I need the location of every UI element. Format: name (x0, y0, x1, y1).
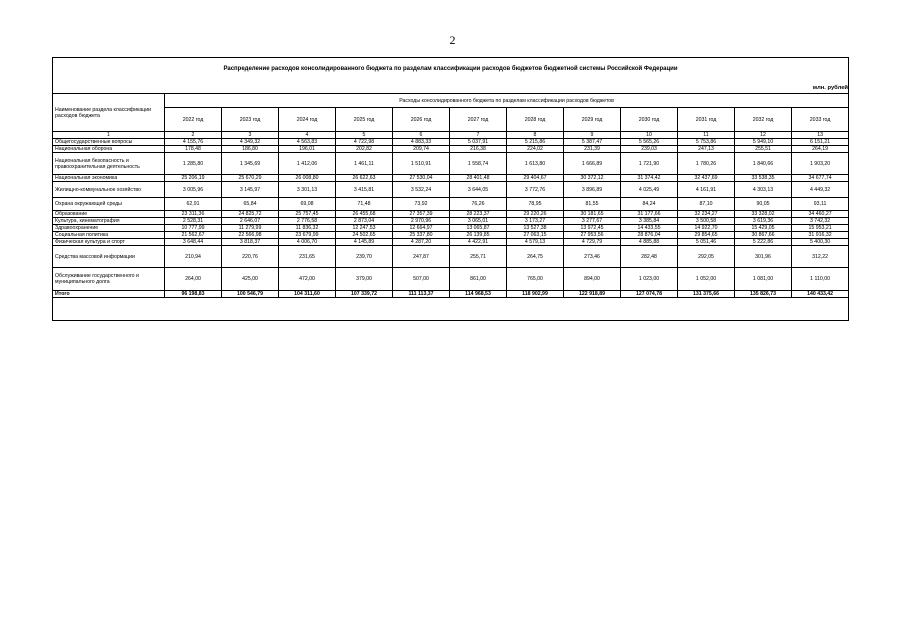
budget-table (52, 93, 849, 298)
cell-value: 27 063,15 (507, 232, 564, 239)
cell-value: 5 037,91 (450, 139, 507, 146)
cell-value: 15 953,21 (792, 225, 849, 232)
total-row (53, 291, 849, 298)
years-row (53, 108, 849, 132)
cell-value: 425,00 (222, 268, 279, 291)
cell-value: 3 818,37 (222, 239, 279, 246)
column-number: 4 (279, 132, 336, 139)
cell-value: 30 867,66 (735, 232, 792, 239)
cell-value: 1 666,89 (564, 153, 621, 175)
year-header: 2026 год (393, 108, 450, 132)
cell-value: 1 840,66 (735, 153, 792, 175)
cell-value: 247,13 (678, 146, 735, 153)
cell-value: 33 328,02 (735, 211, 792, 218)
column-number: 2 (165, 132, 222, 139)
cell-value: 114 968,53 (450, 291, 507, 298)
column-number: 13 (792, 132, 849, 139)
cell-value: 255,71 (450, 246, 507, 268)
cell-value: 10 777,99 (165, 225, 222, 232)
cell-value: 282,48 (621, 246, 678, 268)
cell-value: 292,05 (678, 246, 735, 268)
cell-value: 1 023,00 (621, 268, 678, 291)
cell-value: 196,01 (279, 146, 336, 153)
cell-value: 4 006,70 (279, 239, 336, 246)
cell-value: 69,08 (279, 198, 336, 211)
cell-value: 4 883,33 (393, 139, 450, 146)
cell-value: 3 619,36 (735, 218, 792, 225)
cell-value: 33 538,35 (735, 175, 792, 182)
cell-value: 1 721,90 (621, 153, 678, 175)
cell-value: 34 677,74 (792, 175, 849, 182)
cell-value: 264,75 (507, 246, 564, 268)
cell-value: 87,10 (678, 198, 735, 211)
cell-value: 231,65 (279, 246, 336, 268)
cell-value: 11 836,32 (279, 225, 336, 232)
column-number: 9 (564, 132, 621, 139)
cell-value: 28 401,48 (450, 175, 507, 182)
cell-value: 273,46 (564, 246, 621, 268)
cell-value: 13 527,38 (507, 225, 564, 232)
table-row (53, 175, 849, 182)
year-header: 2024 год (279, 108, 336, 132)
row-name: Средства массовой информации (53, 246, 165, 268)
cell-value: 13 972,45 (564, 225, 621, 232)
cell-value: 3 145,97 (222, 182, 279, 198)
cell-value: 24 825,72 (222, 211, 279, 218)
cell-value: 1 903,20 (792, 153, 849, 175)
cell-value: 3 500,58 (678, 218, 735, 225)
cell-value: 28 876,04 (621, 232, 678, 239)
column-number: 3 (222, 132, 279, 139)
cell-value: 62,91 (165, 198, 222, 211)
cell-value: 5 565,26 (621, 139, 678, 146)
cell-value: 25 206,19 (165, 175, 222, 182)
cell-value: 312,22 (792, 246, 849, 268)
cell-value: 135 826,73 (735, 291, 792, 298)
cell-value: 31 374,42 (621, 175, 678, 182)
cell-value: 4 155,76 (165, 139, 222, 146)
cell-value: 178,48 (165, 146, 222, 153)
cell-value: 5 051,46 (678, 239, 735, 246)
cell-value: 14 922,70 (678, 225, 735, 232)
cell-value: 15 429,05 (735, 225, 792, 232)
table-body (53, 139, 849, 298)
cell-value: 4 025,49 (621, 182, 678, 198)
column-number: 10 (621, 132, 678, 139)
cell-value: 765,00 (507, 268, 564, 291)
cell-value: 3 532,24 (393, 182, 450, 198)
cell-value: 4 161,91 (678, 182, 735, 198)
cell-value: 239,03 (621, 146, 678, 153)
cell-value: 216,38 (450, 146, 507, 153)
cell-value: 12 247,53 (336, 225, 393, 232)
cell-value: 2 873,04 (336, 218, 393, 225)
cell-value: 104 311,60 (279, 291, 336, 298)
cell-value: 247,87 (393, 246, 450, 268)
row-name: Здравоохранение (53, 225, 165, 232)
cell-value: 32 437,69 (678, 175, 735, 182)
column-number: 1 (53, 132, 165, 139)
cell-value: 27 357,39 (393, 211, 450, 218)
cell-value: 4 449,32 (792, 182, 849, 198)
cell-value: 1 461,11 (336, 153, 393, 175)
year-header: 2022 год (165, 108, 222, 132)
row-name: Национальная оборона (53, 146, 165, 153)
cell-value: 2 646,07 (222, 218, 279, 225)
cell-value: 5 753,86 (678, 139, 735, 146)
cell-value: 1 285,80 (165, 153, 222, 175)
table-row (53, 232, 849, 239)
cell-value: 26 139,85 (450, 232, 507, 239)
table-row (53, 246, 849, 268)
cell-value: 4 579,13 (507, 239, 564, 246)
cell-value: 118 902,99 (507, 291, 564, 298)
column-number: 6 (393, 132, 450, 139)
row-name: Национальная экономика (53, 175, 165, 182)
cell-value: 31 177,66 (621, 211, 678, 218)
cell-value: 24 502,65 (336, 232, 393, 239)
cell-value: 111 113,37 (393, 291, 450, 298)
cell-value: 27 953,56 (564, 232, 621, 239)
cell-value: 202,82 (336, 146, 393, 153)
row-name: Физическая культура и спорт (53, 239, 165, 246)
cell-value: 1 052,00 (678, 268, 735, 291)
year-header: 2028 год (507, 108, 564, 132)
cell-value: 301,96 (735, 246, 792, 268)
cell-value: 78,95 (507, 198, 564, 211)
cell-value: 100 546,79 (222, 291, 279, 298)
year-header: 2032 год (735, 108, 792, 132)
page-number: 2 (449, 33, 456, 47)
column-number: 8 (507, 132, 564, 139)
cell-value: 11 279,99 (222, 225, 279, 232)
cell-value: 894,00 (564, 268, 621, 291)
cell-value: 30 181,65 (564, 211, 621, 218)
cell-value: 3 415,81 (336, 182, 393, 198)
cell-value: 4 145,89 (336, 239, 393, 246)
row-name: Жилищно-коммунальное хозяйство (53, 182, 165, 198)
year-header: 2023 год (222, 108, 279, 132)
cell-value: 4 303,13 (735, 182, 792, 198)
year-header: 2025 год (336, 108, 393, 132)
cell-value: 25 337,80 (393, 232, 450, 239)
cell-value: 186,80 (222, 146, 279, 153)
cell-value: 6 151,21 (792, 139, 849, 146)
row-name: Общегосударственные вопросы (53, 139, 165, 146)
row-name: Культура, кинематография (53, 218, 165, 225)
cell-value: 1 110,00 (792, 268, 849, 291)
cell-value: 264,19 (792, 146, 849, 153)
cell-value: 379,00 (336, 268, 393, 291)
cell-value: 3 742,32 (792, 218, 849, 225)
cell-value: 3 005,96 (165, 182, 222, 198)
cell-value: 1 780,26 (678, 153, 735, 175)
cell-value: 1 345,69 (222, 153, 279, 175)
table-row (53, 182, 849, 198)
cell-value: 264,00 (165, 268, 222, 291)
cell-value: 31 916,32 (792, 232, 849, 239)
table-row (53, 225, 849, 232)
cell-value: 107 339,72 (336, 291, 393, 298)
cell-value: 26 455,68 (336, 211, 393, 218)
cell-value: 34 460,27 (792, 211, 849, 218)
cell-value: 5 949,10 (735, 139, 792, 146)
column-number: 12 (735, 132, 792, 139)
cell-value: 21 562,67 (165, 232, 222, 239)
cell-value: 140 433,42 (792, 291, 849, 298)
cell-value: 231,39 (564, 146, 621, 153)
cell-value: 23 679,99 (279, 232, 336, 239)
cell-value: 3 385,84 (621, 218, 678, 225)
table-row (53, 239, 849, 246)
cell-value: 1 081,00 (735, 268, 792, 291)
cell-value: 2 528,31 (165, 218, 222, 225)
cell-value: 23 311,36 (165, 211, 222, 218)
column-number: 11 (678, 132, 735, 139)
cell-value: 3 173,27 (507, 218, 564, 225)
cell-value: 4 563,83 (279, 139, 336, 146)
cell-value: 131 375,66 (678, 291, 735, 298)
cell-value: 1 510,91 (393, 153, 450, 175)
year-header: 2030 год (621, 108, 678, 132)
cell-value: 2 970,96 (393, 218, 450, 225)
column-numbers-row (53, 132, 849, 139)
cell-value: 84,24 (621, 198, 678, 211)
cell-value: 5 215,86 (507, 139, 564, 146)
table-row (53, 198, 849, 211)
cell-value: 32 234,27 (678, 211, 735, 218)
table-row (53, 218, 849, 225)
cell-value: 255,51 (735, 146, 792, 153)
name-column-header: Наименование раздела классификации расходов бюджета (53, 94, 165, 132)
cell-value: 4 349,32 (222, 139, 279, 146)
year-header: 2029 год (564, 108, 621, 132)
cell-value: 90,05 (735, 198, 792, 211)
cell-value: 507,00 (393, 268, 450, 291)
year-header: 2031 год (678, 108, 735, 132)
row-name: Итого (53, 291, 165, 298)
cell-value: 3 648,44 (165, 239, 222, 246)
cell-value: 3 644,05 (450, 182, 507, 198)
cell-value: 4 729,79 (564, 239, 621, 246)
cell-value: 3 277,67 (564, 218, 621, 225)
cell-value: 4 722,98 (336, 139, 393, 146)
cell-value: 14 433,55 (621, 225, 678, 232)
row-name: Образование (53, 211, 165, 218)
cell-value: 29 404,67 (507, 175, 564, 182)
table-row (53, 139, 849, 146)
cell-value: 239,70 (336, 246, 393, 268)
cell-value: 30 372,12 (564, 175, 621, 182)
column-number: 5 (336, 132, 393, 139)
row-name: Охрана окружающей среды (53, 198, 165, 211)
cell-value: 93,11 (792, 198, 849, 211)
row-name: Национальная безопасность и правоохранительная деятельность (53, 153, 165, 175)
cell-value: 122 918,89 (564, 291, 621, 298)
cell-value: 472,00 (279, 268, 336, 291)
cell-value: 2 776,58 (279, 218, 336, 225)
cell-value: 210,94 (165, 246, 222, 268)
cell-value: 26 622,63 (336, 175, 393, 182)
year-header: 2033 год (792, 108, 849, 132)
cell-value: 28 223,37 (450, 211, 507, 218)
table-row (53, 146, 849, 153)
cell-value: 76,26 (450, 198, 507, 211)
column-number: 7 (450, 132, 507, 139)
cell-value: 25 670,29 (222, 175, 279, 182)
cell-value: 5 400,30 (792, 239, 849, 246)
cell-value: 3 772,76 (507, 182, 564, 198)
cell-value: 861,00 (450, 268, 507, 291)
year-header: 2027 год (450, 108, 507, 132)
cell-value: 81,55 (564, 198, 621, 211)
cell-value: 4 422,91 (450, 239, 507, 246)
cell-value: 3 896,89 (564, 182, 621, 198)
cell-value: 4 885,88 (621, 239, 678, 246)
cell-value: 5 222,86 (735, 239, 792, 246)
table-title: Распределение расходов консолидированного бюджета по разделам классификации расходов бюджетов бюджетной системы Российской Федерации (223, 66, 678, 72)
cell-value: 127 074,78 (621, 291, 678, 298)
cell-value: 73,92 (393, 198, 450, 211)
cell-value: 3 301,13 (279, 182, 336, 198)
cell-value: 4 287,20 (393, 239, 450, 246)
cell-value: 1 412,06 (279, 153, 336, 175)
cell-value: 29 220,26 (507, 211, 564, 218)
cell-value: 96 198,83 (165, 291, 222, 298)
cell-value: 209,74 (393, 146, 450, 153)
table-row (53, 211, 849, 218)
cell-value: 13 065,87 (450, 225, 507, 232)
row-name: Социальная политика (53, 232, 165, 239)
cell-value: 224,02 (507, 146, 564, 153)
cell-value: 1 613,80 (507, 153, 564, 175)
cell-value: 71,48 (336, 198, 393, 211)
cell-value: 65,84 (222, 198, 279, 211)
cell-value: 12 664,97 (393, 225, 450, 232)
cell-value: 1 558,74 (450, 153, 507, 175)
cell-value: 25 757,45 (279, 211, 336, 218)
cell-value: 26 008,80 (279, 175, 336, 182)
cell-value: 3 065,01 (450, 218, 507, 225)
row-name: Обслуживание государственного и муниципального долга (53, 268, 165, 291)
cell-value: 5 387,47 (564, 139, 621, 146)
table-row (53, 268, 849, 291)
group-header: Расходы консолидированного бюджета по разделам классификации расходов бюджетов (165, 94, 849, 108)
cell-value: 29 854,65 (678, 232, 735, 239)
units-label: млн. рублей (812, 85, 848, 91)
table-row (53, 153, 849, 175)
cell-value: 22 566,98 (222, 232, 279, 239)
cell-value: 220,76 (222, 246, 279, 268)
cell-value: 27 530,04 (393, 175, 450, 182)
